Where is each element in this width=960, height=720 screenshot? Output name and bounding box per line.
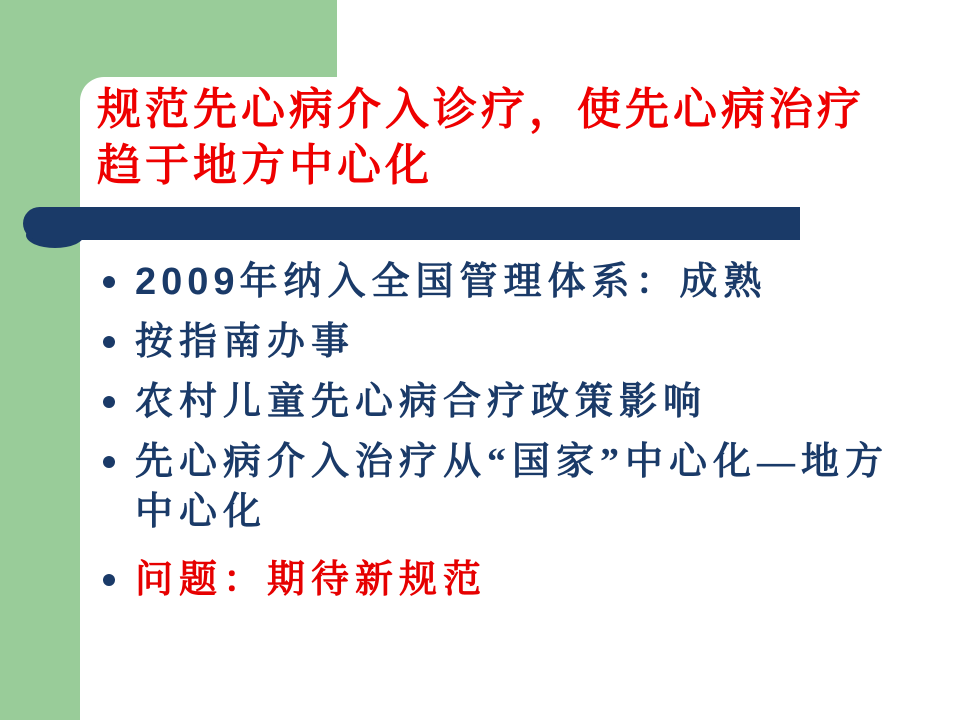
bullet-list [100, 257, 890, 615]
title-line-1: 规范先心病介入诊疗，使先心病治疗 [97, 85, 865, 134]
bullet-dot-icon [103, 336, 115, 348]
bullet-item-text [135, 257, 768, 307]
year-prefix: 2009 [135, 261, 240, 303]
bullet-dot-icon [103, 396, 115, 408]
title-line-2: 趋于地方中心化 [97, 141, 433, 190]
bullet-item-text: 先心病介入治疗从“国家”中心化—地方中心化 [135, 441, 890, 533]
bullet-item [100, 317, 890, 367]
bullet-item-text: 按指南办事 [135, 321, 356, 363]
bullet-dot-icon [103, 574, 115, 586]
bullet-item [100, 555, 890, 605]
slide-title [97, 82, 907, 194]
title-underline-bar [23, 207, 800, 240]
bullet-dot-icon [103, 456, 115, 468]
bullet-dot-icon [103, 276, 115, 288]
bullet-item-text-body: 年纳入全国管理体系：成熟 [239, 261, 768, 303]
bullet-item [100, 437, 890, 537]
bullet-item [100, 377, 890, 427]
bullet-item-text: 农村儿童先心病合疗政策影响 [135, 381, 708, 423]
bullet-item [100, 257, 890, 307]
bullet-item-text: 问题：期待新规范 [135, 559, 488, 601]
